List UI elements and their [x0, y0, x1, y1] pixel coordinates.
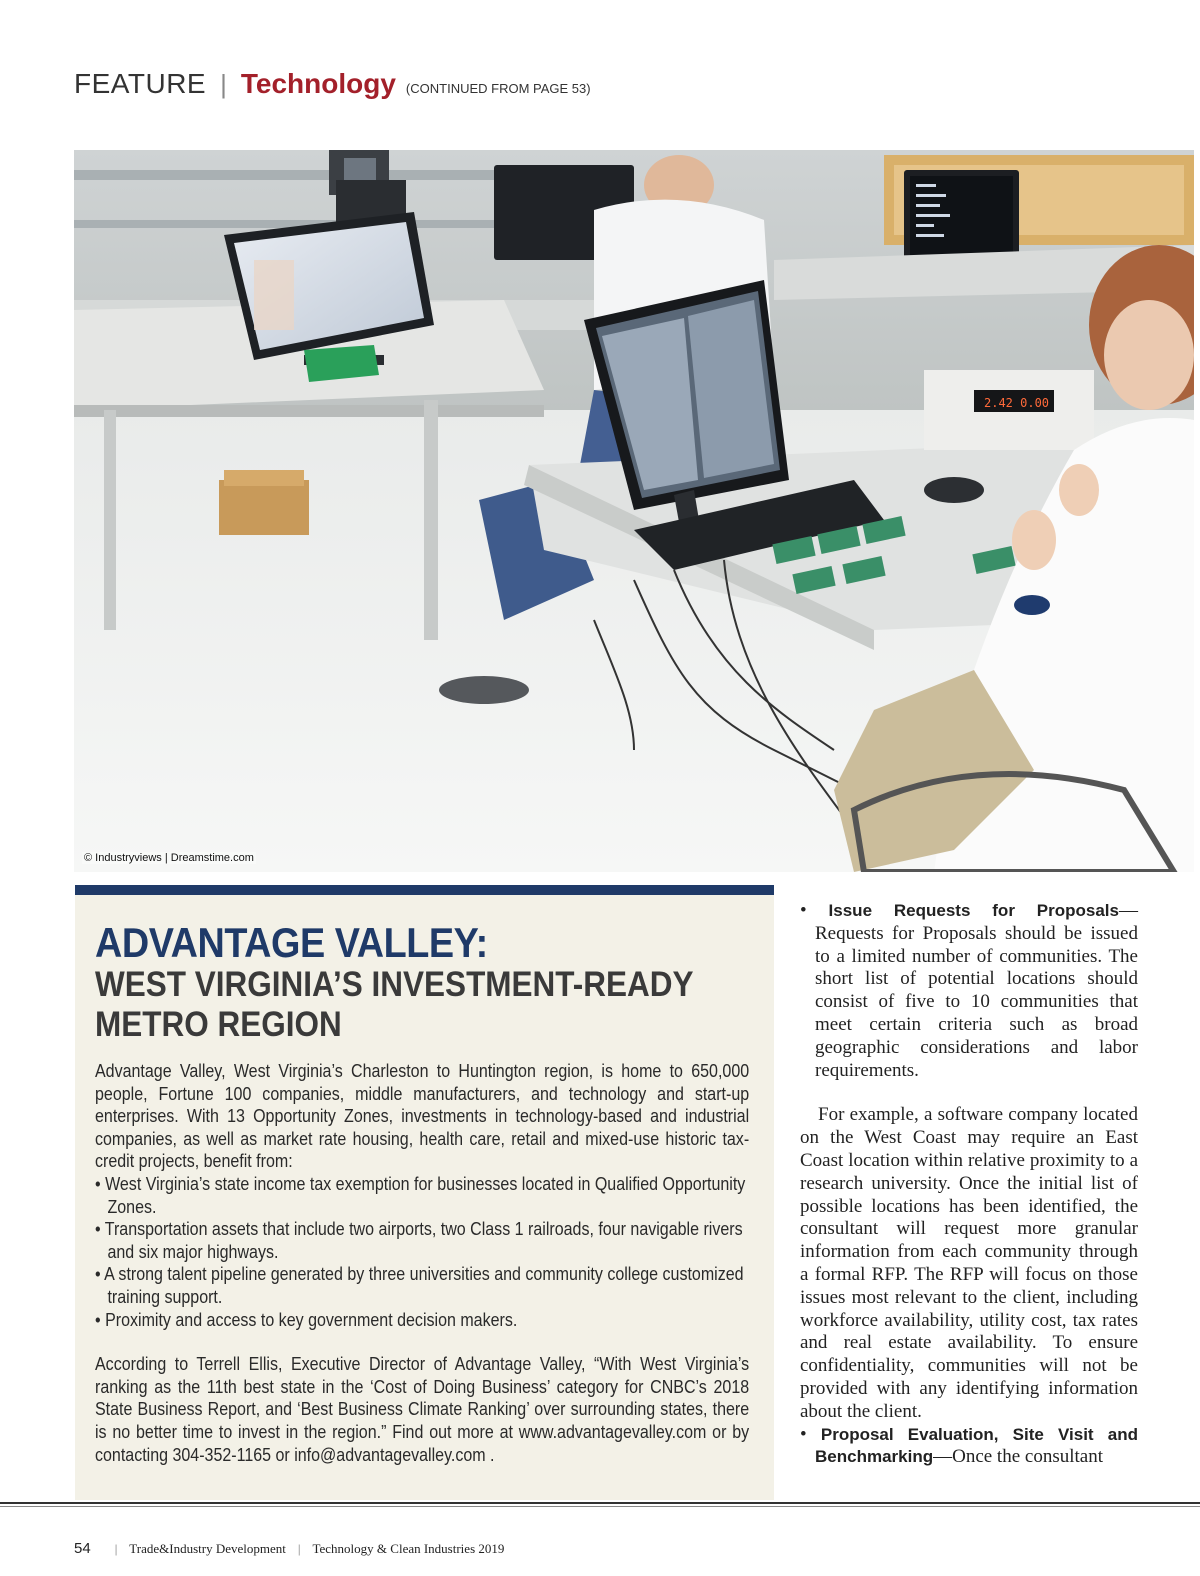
magazine-name: Trade&Industry Development: [129, 1541, 286, 1556]
rfp-bullet-head: Issue Requests for Proposals: [828, 901, 1119, 920]
supply-readout: 2.42 0.00: [984, 396, 1050, 410]
evaluation-bullet: • Proposal Evaluation, Site Visit and Benchmarking—Once the consultant: [800, 1423, 1138, 1468]
continued-note: (CONTINUED FROM PAGE 53): [405, 81, 591, 96]
footer-separator: |: [114, 1541, 118, 1556]
photo-credit: © Industryviews | Dreamstime.com: [84, 852, 254, 864]
list-item: • Proximity and access to key government decision makers.: [95, 1309, 749, 1332]
list-item: • Transportation assets that include two airports, two Class 1 railroads, four navigable rivers and six major highways.: [95, 1218, 749, 1263]
rfp-bullet: • Issue Requests for Proposals—Requests for Proposals should be issued to a limited number of communities. The short list of potential locations should consist of five to 10 communities that meet certain criteria such as broad geographic considerations and labor requirements.: [800, 900, 1138, 1081]
sidebar-box: [75, 895, 774, 1500]
list-item: • West Virginia’s state income tax exemption for businesses located in Qualified Opportunity Zones.: [95, 1173, 749, 1218]
sidebar-title: ADVANTAGE VALLEY:: [95, 919, 488, 966]
sidebar-subtitle: WEST VIRGINIA’S INVESTMENT-READY METRO REGION: [95, 965, 693, 1044]
sidebar-top-rule: [75, 885, 774, 895]
evaluation-bullet-text: —Once the consultant: [933, 1446, 1103, 1468]
article-column: [800, 900, 1138, 1469]
evaluation-bullet-head: Proposal Evaluation, Site Visit and Benchmarking: [815, 1424, 1138, 1467]
lab-photo: [74, 150, 1194, 872]
example-paragraph: For example, a software company located on the West Coast may require an East Coast location within relative proximity to a research university. Once the initial list of possible locations has been identified, the consultant will request more granular information from each community through a formal RFP. The RFP will focus on those issues most relevant to the client, including workforce availability, utility cost, tax rates and real estate availability. To ensure confidentiality, communities will not be provided with any identifying information about the client.: [800, 1104, 1138, 1422]
footer-separator: |: [297, 1541, 301, 1556]
header-separator: |: [220, 69, 227, 99]
footer-rule: [0, 1502, 1200, 1504]
page-number: 54: [74, 1540, 91, 1557]
list-item: • A strong talent pipeline generated by three universities and community college customized training support.: [95, 1263, 749, 1308]
rfp-bullet-text: —Requests for Proposals should be issued to a limited number of communities. The short list of potential locations should consist of five to 10 communities that meet certain criteria such as broad geographic considerations and labor requirements.: [815, 900, 1138, 1081]
footer-rule-thin: [0, 1506, 1200, 1507]
sidebar-intro: Advantage Valley, West Virginia’s Charleston to Huntington region, is home to 650,000 people, Fortune 100 companies, middle manufacturers, and technology and start-up enterprises. With 13 Opportunity Zones, investments in technology-based and industrial companies, as well as market rate housing, health care, retail and mixed-use historic tax-credit projects, benefit from:: [95, 1061, 750, 1172]
sidebar-closing: According to Terrell Ellis, Executive Director of Advantage Valley, “With West Virginia’s ranking as the 11th best state in the ‘Cost of Doing Business’ category for CNBC’s 2018 State Business Report, and ‘Best Business Climate Ranking’ over surrounding states, there is no better time to invest in the region.” Find out more at www.advantagevalley.com or by contacting 304-352-1165 or info@advantagevalley.com .: [95, 1354, 750, 1465]
issue-name: Technology & Clean Industries 2019: [312, 1541, 505, 1556]
page-footer: [74, 1540, 504, 1557]
lab-photo-illustration: [74, 150, 1194, 872]
feature-label: FEATURE: [74, 68, 207, 99]
section-name: Technology: [240, 68, 396, 99]
sidebar-body: [95, 1060, 749, 1466]
sidebar-bullet-list: [95, 1173, 749, 1331]
page-header: [74, 68, 591, 108]
